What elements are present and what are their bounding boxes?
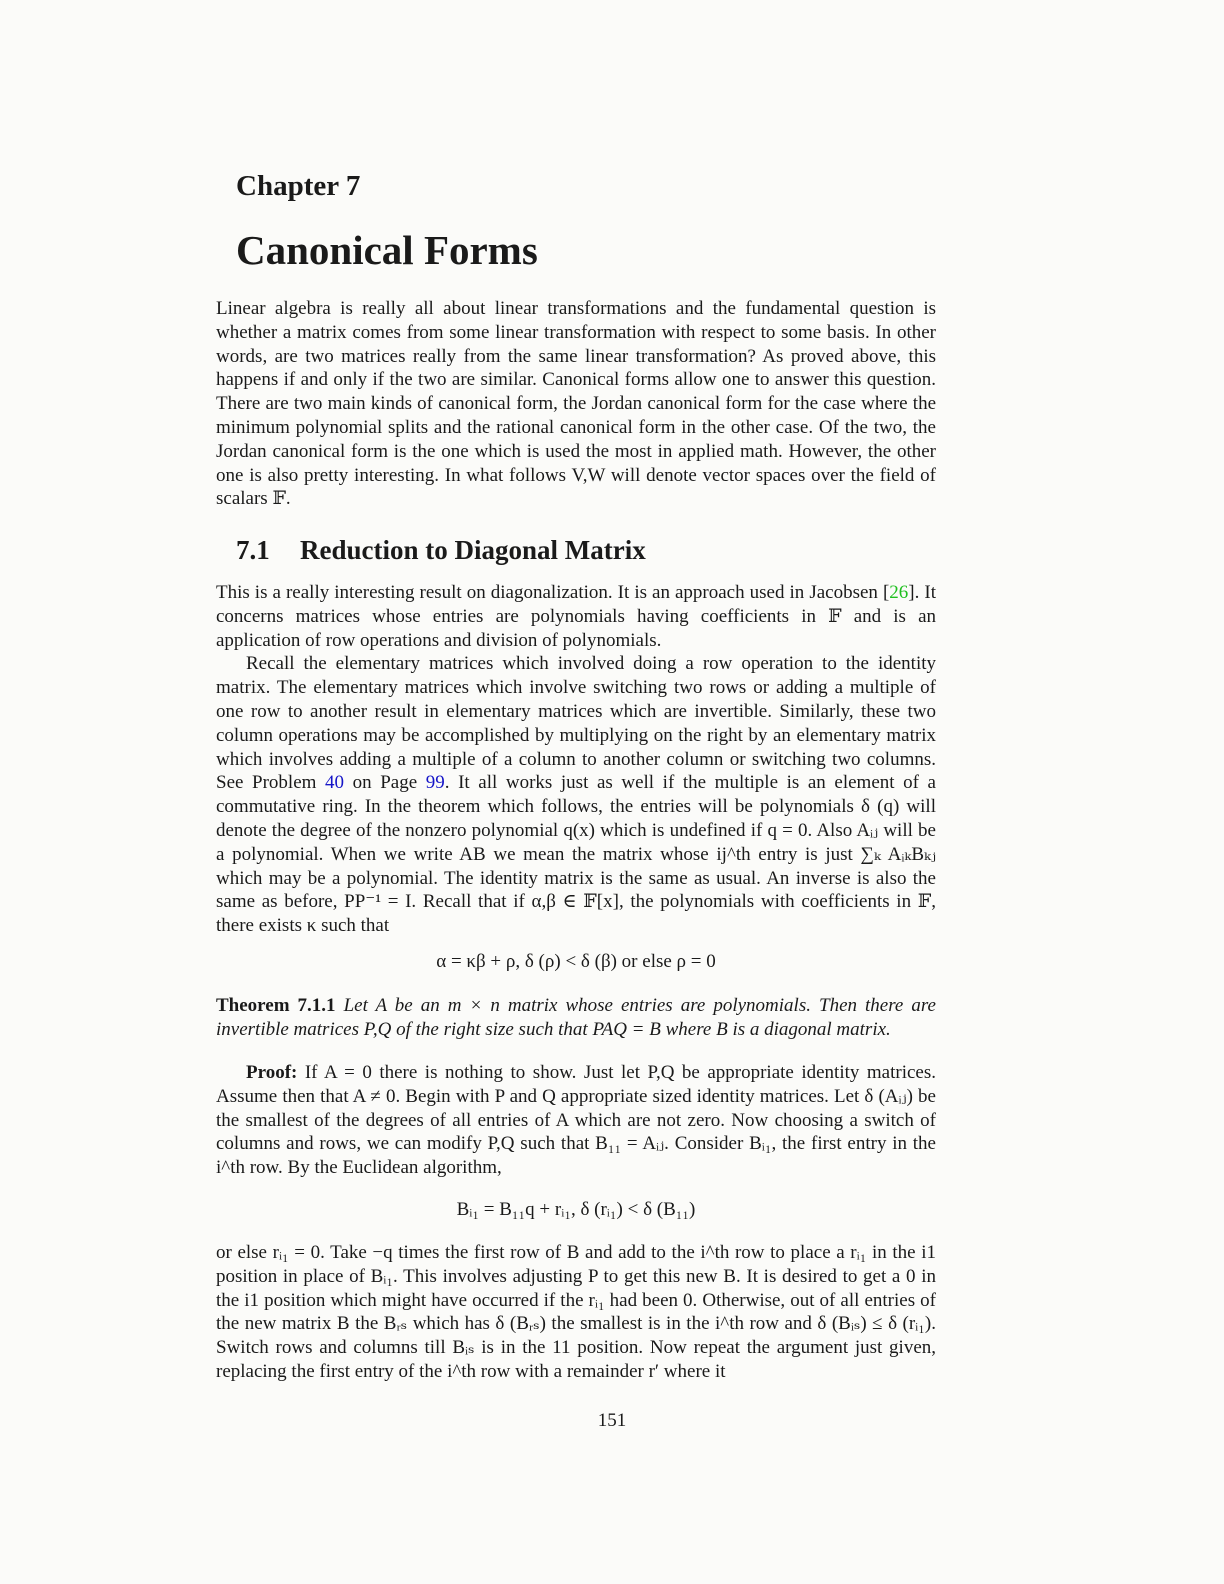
para2-text-c: . It all works just as well if the multiple is an element of a commutative ring. In the theorem which follows, the entries will be polynomials δ (q) will denote the degree of the nonzero polynomial q(x) which is undefined if q = 0. Also Aᵢⱼ will be a polynomial. When we write AB we mean the matrix whose ij^th entry is just ∑ₖ AᵢₖBₖⱼ which may be a polynomial. The identity matrix is the same as usual. An inverse is also the same as before, PP⁻¹ = I. Recall that if α,β ∈ 𝔽[x], the polynomials with coefficients in 𝔽, there exists κ such that xyxy=(216,772,936,937)
continuation-text: or else rᵢ₁ = 0. Take −q times the first row of B and add to the i^th row to place a rᵢ₁ in the i1 position in place of Bᵢ₁. This involves adjusting P to get this new B. It is desired to get a 0 in the i1 position which might have occurred if the rᵢ₁ had been 0. Otherwise, out of all entries of the new matrix B the Bᵣₛ which has δ (Bᵣₛ) the smallest is in the i^th row and δ (Bᵢₛ) ≤ δ (rᵢ₁). Switch rows and columns till Bᵢₛ is in the 11 position. Now repeat the argument just given, replacing the first entry of the i^th row with a remainder r′ where it xyxy=(216,1242,936,1382)
section-paragraph-1 xyxy=(216,581,936,652)
para2-text-a: Recall the elementary matrices which involved doing a row operation to the identity matrix. The elementary matrices which involve switching two rows or adding a multiple of one row to another result in elementary matrices which are invertible. Similarly, these two column operations may be accomplished by multiplying on the right by an elementary matrix which involves adding a multiple of a column to another column or switching two columns. See Problem xyxy=(216,653,936,794)
section-body xyxy=(216,581,936,938)
equation-division: α = κβ + ρ, δ (ρ) < δ (β) or else ρ = 0 xyxy=(436,951,716,972)
section-paragraph-2 xyxy=(216,652,936,938)
para1-text-b: ]. It concerns matrices whose entries are polynomials having coefficients in 𝔽 and is an application of row operations and division of polynomials. xyxy=(216,582,936,651)
para1-text-a: This is a really interesting result on diagonalization. It is an approach used in Jacobsen [ xyxy=(216,582,890,603)
chapter-title: Canonical Forms xyxy=(236,227,538,273)
page-link[interactable]: 99 xyxy=(425,772,445,794)
theorem-text: Let A be an m × n matrix whose entries are polynomials. Then there are invertible matrices P,Q of the right size such that PAQ = B where B is a diagonal matrix. xyxy=(216,995,936,1040)
equation-euclidean: Bᵢ₁ = B₁₁q + rᵢ₁, δ (rᵢ₁) < δ (B₁₁) xyxy=(456,1199,696,1220)
theorem-block xyxy=(216,994,936,1042)
section-heading xyxy=(236,535,646,566)
proof-label: Proof: xyxy=(246,1062,298,1083)
para2-text-b: on Page xyxy=(344,772,426,794)
chapter-label: Chapter 7 xyxy=(236,170,361,202)
continuation-paragraph xyxy=(216,1241,936,1384)
section-number: 7.1 xyxy=(236,535,270,565)
theorem-label: Theorem 7.1.1 xyxy=(216,995,336,1016)
citation-link[interactable]: 26 xyxy=(889,582,909,603)
problem-link[interactable]: 40 xyxy=(325,772,345,794)
intro-paragraph xyxy=(216,297,936,511)
page-number: 151 xyxy=(597,1410,627,1431)
proof-text: If A = 0 there is nothing to show. Just let P,Q be appropriate identity matrices. Assume then that A ≠ 0. Begin with P and Q appropriate sized identity matrices. Let δ (Aᵢⱼ) be the smallest of the degrees of all entries of A which are not zero. Now choosing a switch of columns and rows, we can modify P,Q such that B₁₁ = Aᵢⱼ. Consider Bᵢ₁, the first entry in the i^th row. By the Euclidean algorithm, xyxy=(216,1062,936,1179)
section-title: Reduction to Diagonal Matrix xyxy=(300,535,646,565)
intro-text: Linear algebra is really all about linear transformations and the fundamental question is whether a matrix comes from some linear transformation with respect to some basis. In other words, are two matrices really from the same linear transformation? As proved above, this happens if and only if the two are similar. Canonical forms allow one to answer this question. There are two main kinds of canonical form, the Jordan canonical form for the case where the minimum polynomial splits and the rational canonical form in the other case. Of the two, the Jordan canonical form is the one which is used the most in applied math. However, the other one is also pretty interesting. In what follows V,W will denote vector spaces over the field of scalars 𝔽. xyxy=(216,298,936,510)
proof-block xyxy=(216,1061,936,1180)
